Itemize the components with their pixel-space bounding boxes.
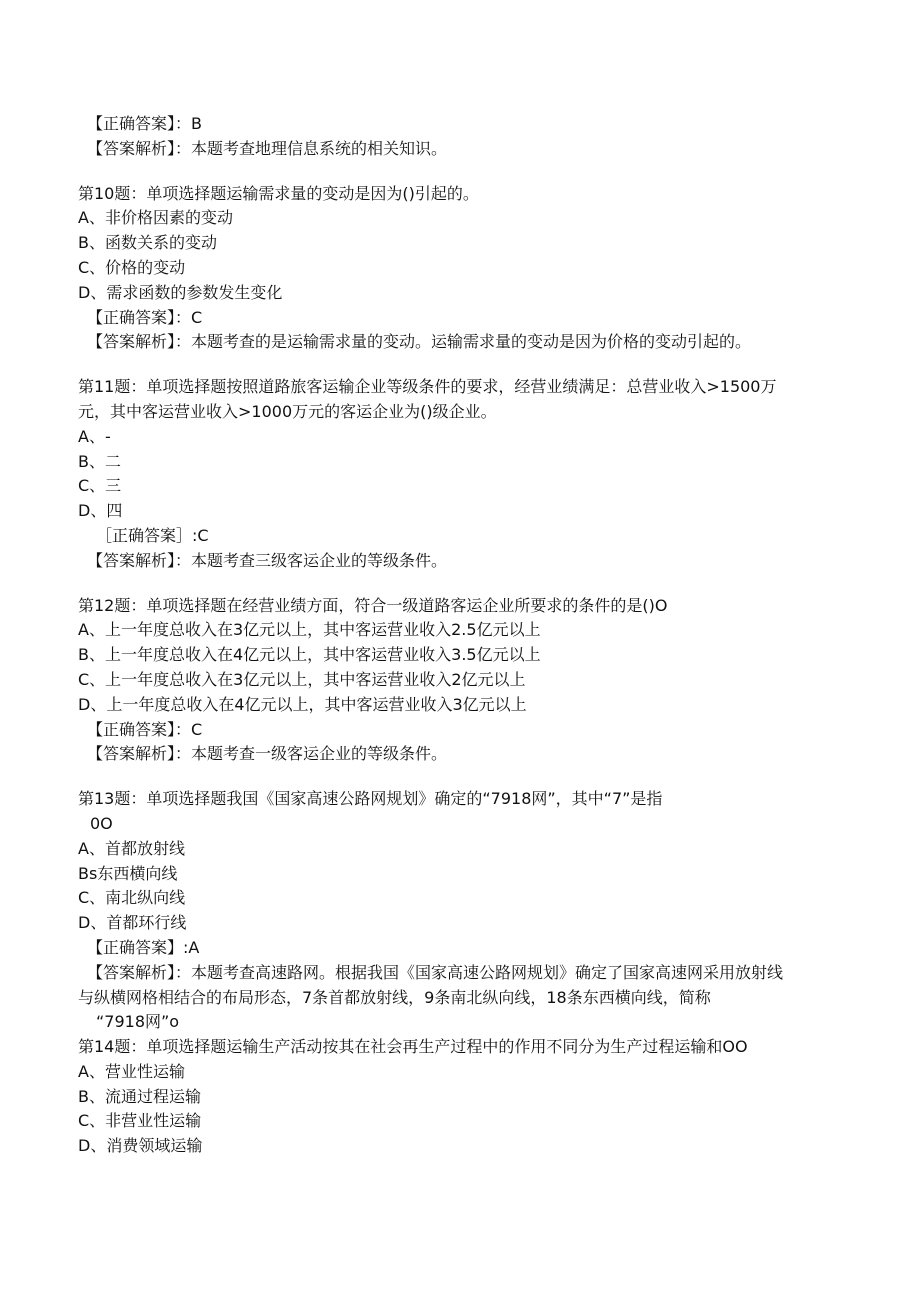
- question-13-option-b: Bs东西横向线: [78, 863, 178, 883]
- question-13-option-d: D、首都环行线: [78, 913, 187, 933]
- question-12-option-b: B、上一年度总收入在4亿元以上，其中客运营业收入3.5亿元以上: [78, 645, 541, 665]
- question-11-stem-line1: 第11题：单项选择题按照道路旅客运输企业等级条件的要求，经营业绩满足：总营业收入>1500万: [78, 377, 777, 397]
- question-13-stem-line2: 0O: [90, 813, 113, 833]
- question-10-option-a: A、非价格因素的变动: [78, 208, 233, 228]
- document-page: [78, 112, 858, 1159]
- question-11-option-c: C、三: [78, 476, 122, 496]
- question-14-option-c: C、非营业性运输: [78, 1111, 202, 1131]
- question-14-stem: 第14题：单项选择题运输生产活动按其在社会再生产过程中的作用不同分为生产过程运输和OO: [78, 1037, 748, 1057]
- question-12-explanation: 【答案解析】：本题考查一级客运企业的等级条件。: [87, 744, 448, 764]
- question-12-option-c: C、上一年度总收入在3亿元以上，其中客运营业收入2亿元以上: [78, 669, 526, 689]
- correct-answer: 【正确答案】：B: [87, 114, 202, 133]
- spacer: [78, 574, 858, 594]
- question-11-correct-answer: ［正确答案］:C: [96, 525, 209, 545]
- question-13-explanation-line1: 【答案解析】：本题考查高速路网。根据我国《国家高速公路网规划》确定了国家高速网采用放射线: [87, 962, 784, 982]
- question-10-option-c: C、价格的变动: [78, 257, 186, 277]
- question-11-option-d: D、四: [78, 501, 123, 521]
- spacer: [78, 355, 858, 375]
- question-10-explanation: 【答案解析】：本题考查的是运输需求量的变动。运输需求量的变动是因为价格的变动引起的。: [87, 332, 752, 352]
- question-10-stem: 第10题：单项选择题运输需求量的变动是因为()引起的。: [78, 183, 479, 203]
- question-11-explanation: 【答案解析】：本题考查三级客运企业的等级条件。: [87, 550, 448, 570]
- question-13-option-c: C、南北纵向线: [78, 888, 186, 908]
- question-11-option-b: B、二: [78, 451, 121, 471]
- question-10-option-b: B、函数关系的变动: [78, 233, 217, 253]
- question-12-option-d: D、上一年度总收入在4亿元以上，其中客运营业收入3亿元以上: [78, 694, 527, 714]
- question-10-correct-answer: 【正确答案】：C: [87, 307, 203, 327]
- question-12-option-a: A、上一年度总收入在3亿元以上，其中客运营业收入2.5亿元以上: [78, 620, 541, 640]
- question-13-explanation-line3: “7918网”o: [96, 1012, 180, 1032]
- question-10-option-d: D、需求函数的参数发生变化: [78, 282, 283, 302]
- question-12-correct-answer: 【正确答案】：C: [87, 719, 203, 739]
- question-13-stem-line1: 第13题：单项选择题我国《国家高速公路网规划》确定的“7918网”，其中“7”是指: [78, 789, 663, 809]
- question-14-option-d: D、消费领域运输: [78, 1136, 203, 1156]
- spacer: [78, 767, 858, 787]
- question-13-correct-answer: 【正确答案】:A: [87, 937, 200, 957]
- question-13-explanation-line2: 与纵横网格相结合的布局形态，7条首都放射线，9条南北纵向线，18条东西横向线，简称: [78, 987, 711, 1007]
- answer-explanation: 【答案解析】：本题考查地理信息系统的相关知识。: [87, 138, 448, 158]
- question-11-option-a: A、-: [78, 426, 111, 446]
- question-13-option-a: A、首都放射线: [78, 838, 185, 858]
- question-11-stem-line2: 元，其中客运营业收入>1000万元的客运企业为()级企业。: [78, 401, 497, 421]
- question-14-option-a: A、营业性运输: [78, 1061, 185, 1081]
- question-14-option-b: B、流通过程运输: [78, 1086, 201, 1106]
- question-12-stem: 第12题：单项选择题在经营业绩方面，符合一级道路客运企业所要求的条件的是()O: [78, 595, 668, 615]
- spacer: [78, 162, 858, 182]
